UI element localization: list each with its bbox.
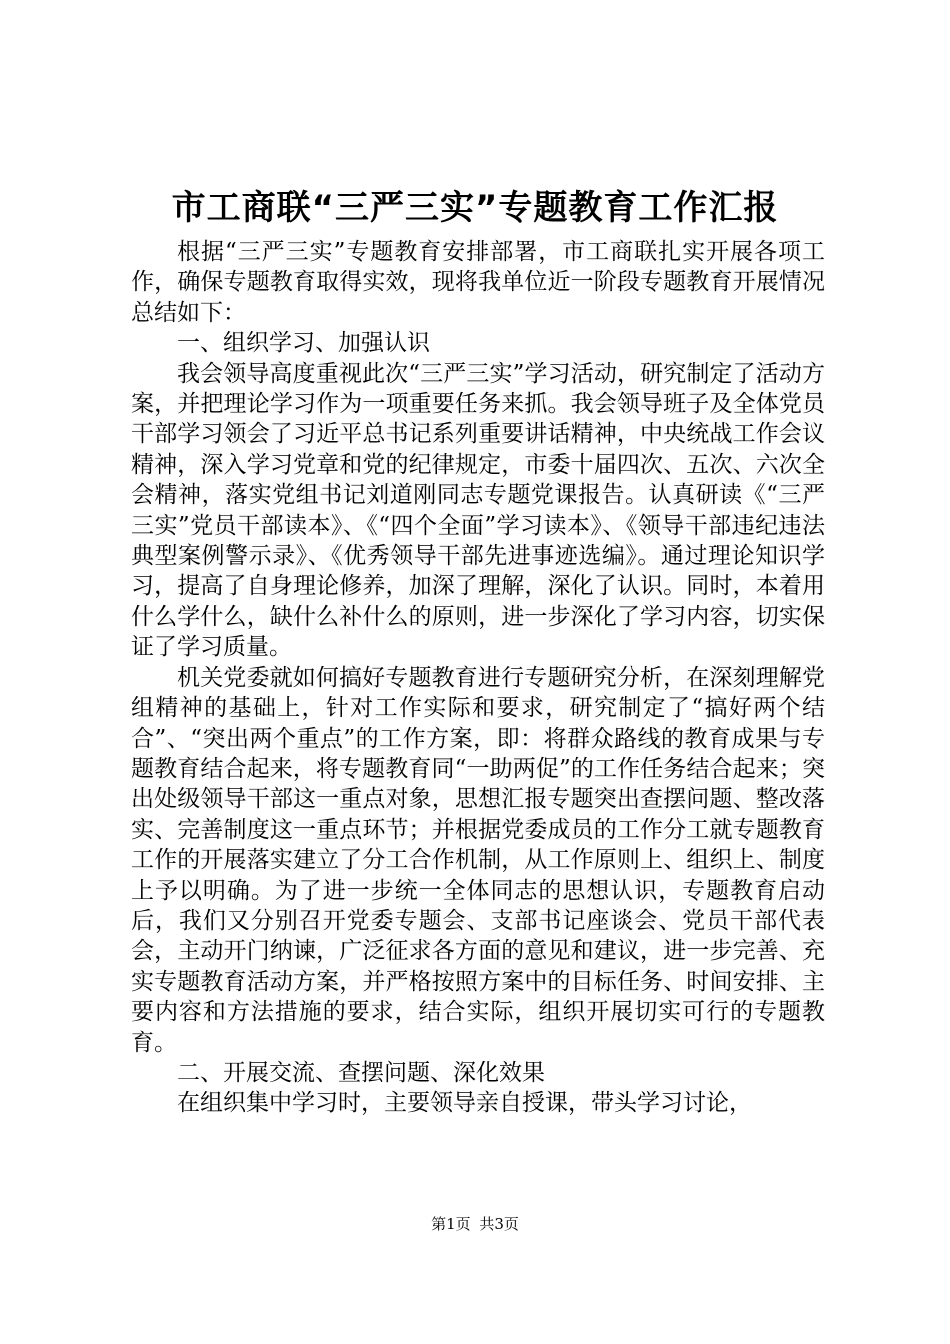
page-footer [0, 1214, 950, 1234]
paragraph-intro: 根据“三严三实”专题教育安排部署，市工商联扎实开展各项工作，确保专题教育取得实效，现将我单位近一阶段专题教育开展情况总结如下： [131, 239, 825, 326]
page-number-current: 第1页 [431, 1215, 471, 1233]
document-body [131, 237, 825, 1119]
document-title: 市工商联“三严三实”专题教育工作汇报 [171, 188, 779, 228]
paragraph-party-committee: 机关党委就如何搞好专题教育进行专题研究分析，在深刻理解党组精神的基础上，针对工作实际和要求，研究制定了“搞好两个结合”、“突出两个重点”的工作方案，即：将群众路线的教育成果与专题教育结合起来，将专题教育同“一助两促”的工作任务结合起来；突出处级领导干部这一重点对象，思想汇报专题突出查摆问题、整改落实、完善制度这一重点环节；并根据党委成员的工作分工就专题教育工作的开展落实建立了分工合作机制，从工作原则上、组织上、制度上予以明确。为了进一步统一全体同志的思想认识，专题教育启动后，我们又分别召开党委专题会、支部书记座谈会、党员干部代表会，主动开门纳谏，广泛征求各方面的意见和建议，进一步完善、充实专题教育活动方案，并严格按照方案中的目标任务、时间安排、主要内容和方法措施的要求，结合实际，组织开展切实可行的专题教育。 [131, 664, 825, 1056]
section-heading-2: 二、开展交流、查摆问题、深化效果 [177, 1059, 545, 1086]
section-heading-1: 一、组织学习、加强认识 [177, 330, 430, 357]
page-number-total: 共3页 [479, 1215, 519, 1233]
paragraph-exchange: 在组织集中学习时，主要领导亲自授课，带头学习讨论， [177, 1090, 752, 1117]
paragraph-study: 我会领导高度重视此次“三严三实”学习活动，研究制定了活动方案，并把理论学习作为一项重要任务来抓。我会领导班子及全体党员干部学习领会了习近平总书记系列重要讲话精神，中央统战工作会议精神，深入学习党章和党的纪律规定，市委十届四次、五次、六次全会精神，落实党组书记刘道刚同志专题党课报告。认真研读《“三严三实”党员干部读本》、《“四个全面”学习读本》、《领导干部违纪违法典型案例警示录》、《优秀领导干部先进事迹选编》。通过理论知识学习，提高了自身理论修养，加深了理解，深化了认识。同时，本着用什么学什么，缺什么补什么的原则，进一步深化了学习内容，切实保证了学习质量。 [131, 360, 825, 661]
